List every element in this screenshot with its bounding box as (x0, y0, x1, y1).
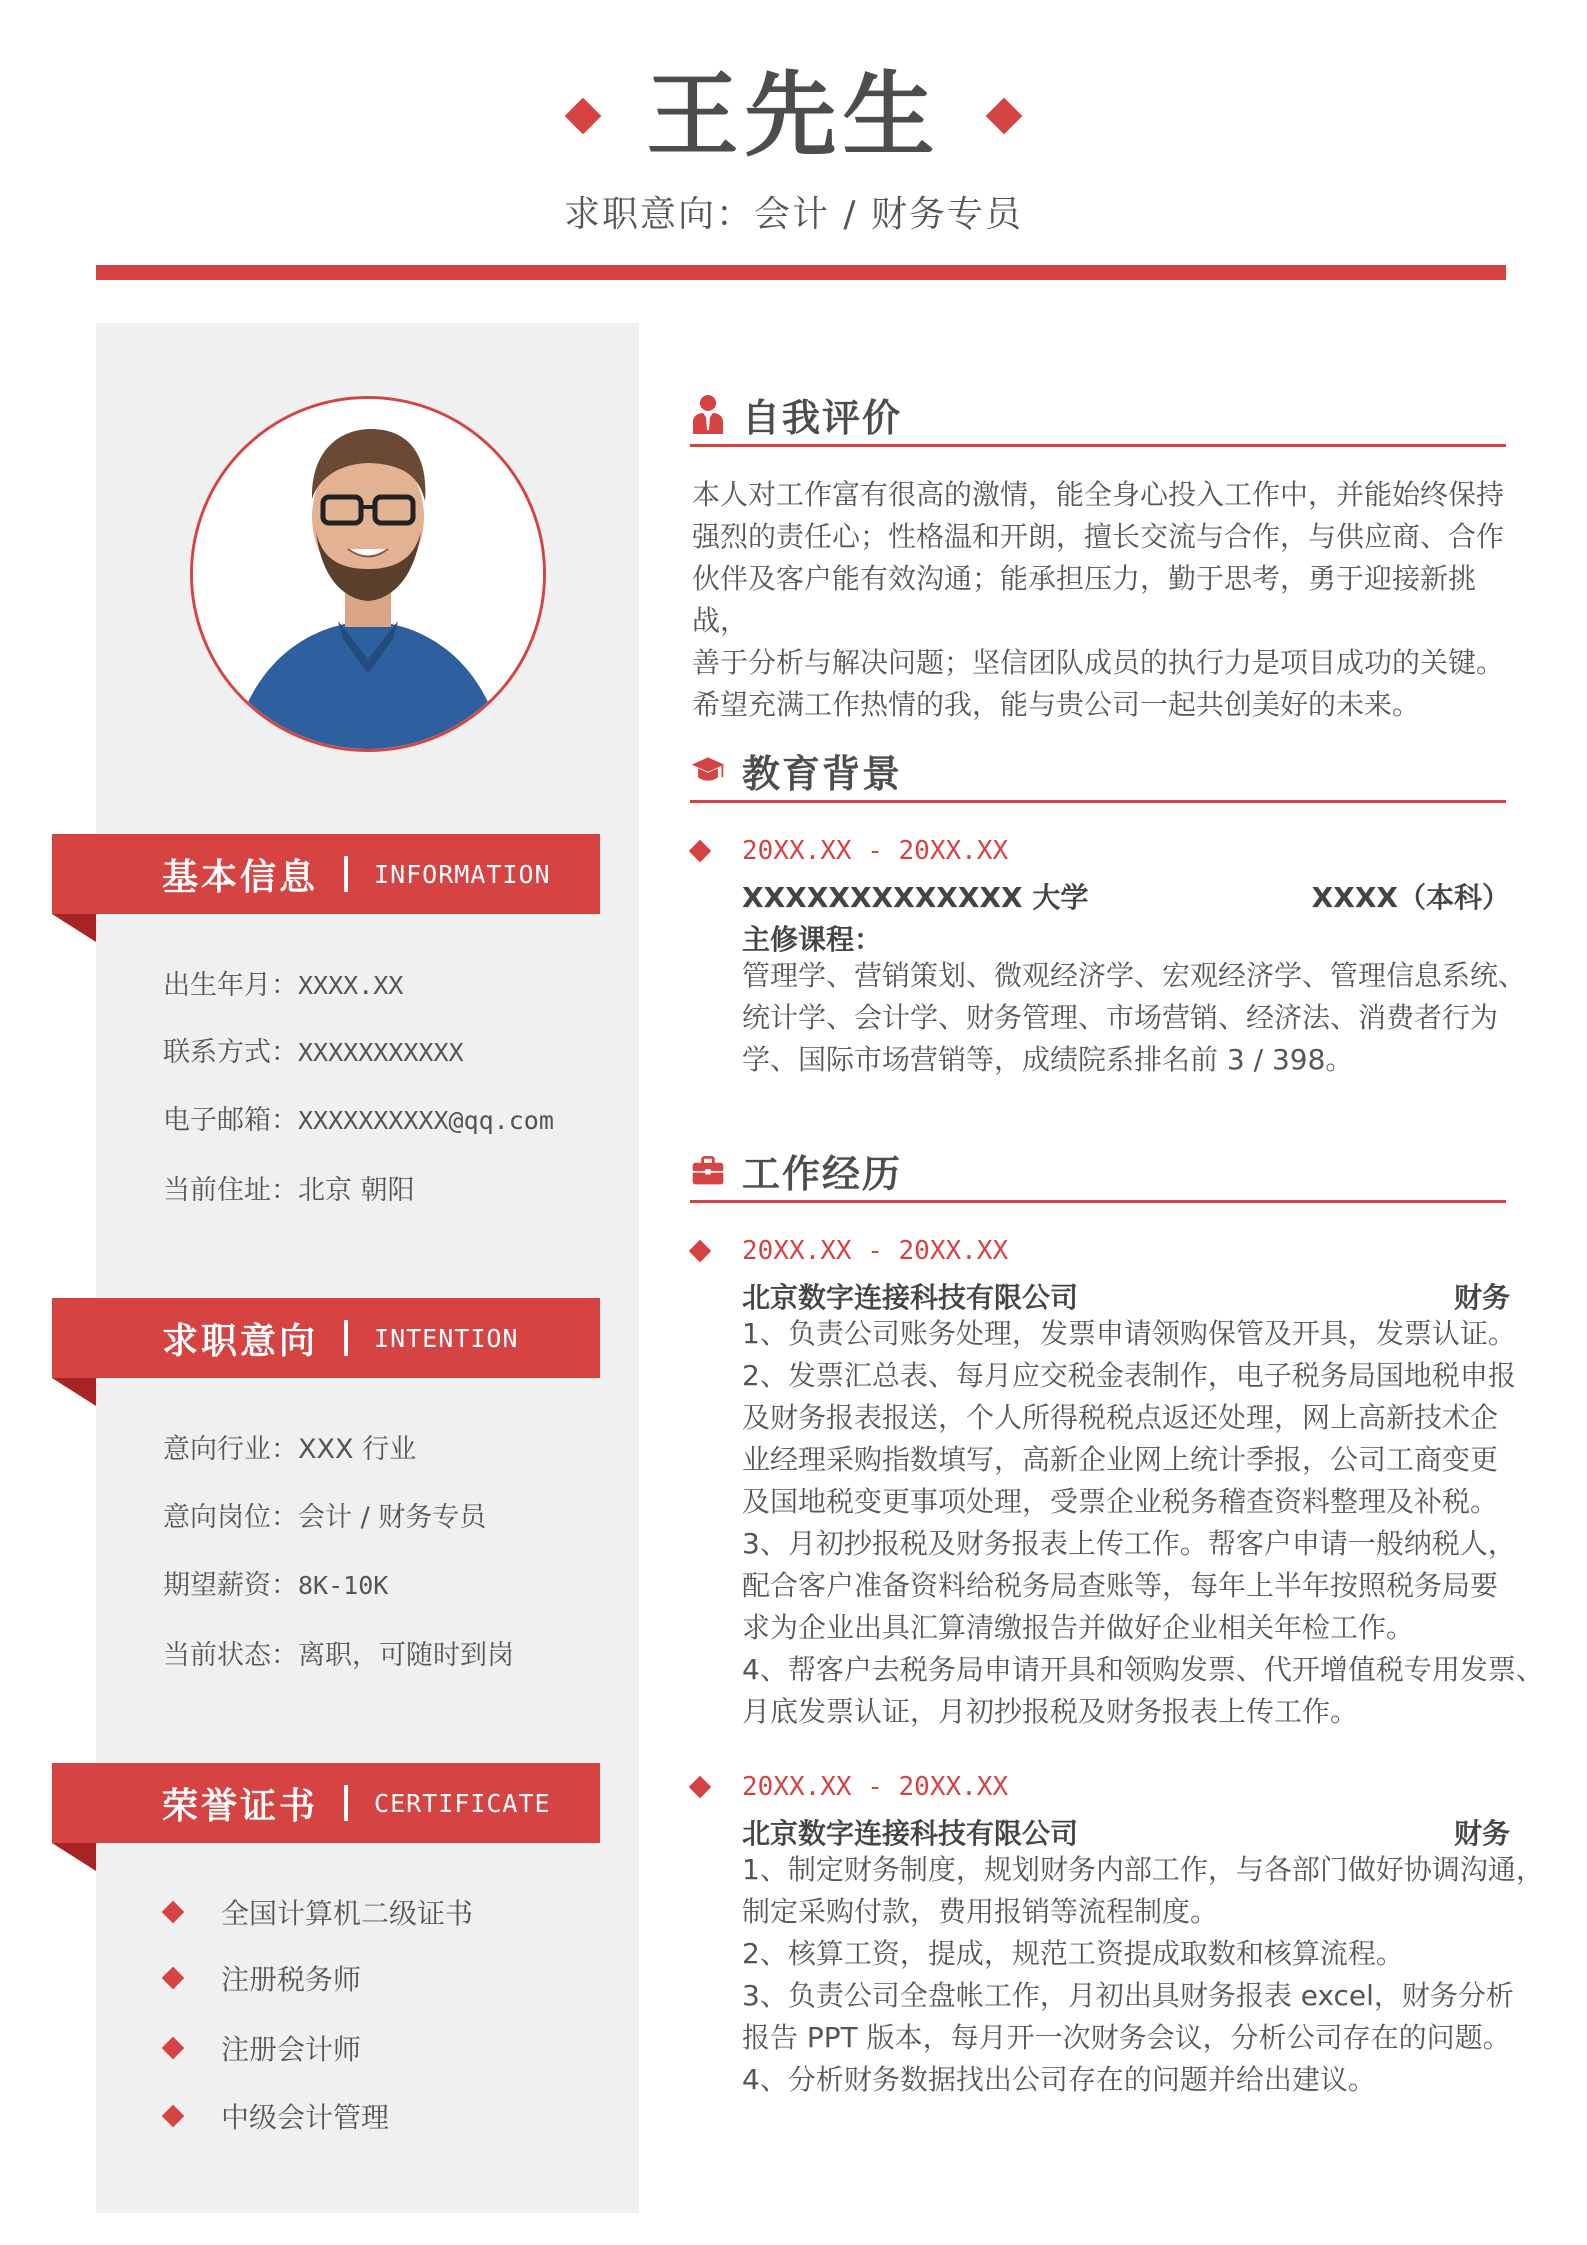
info-value: 8K-10K (298, 1571, 389, 1600)
diamond-icon (162, 1967, 185, 1990)
courses-text (742, 955, 1527, 1081)
section-work-experience (690, 1140, 1506, 1203)
ribbon-fold (52, 914, 96, 942)
job-company-row (742, 1812, 1510, 1852)
job-intention-subtitle: 求职意向：会计 / 财务专员 (563, 194, 1024, 235)
certificate-item (165, 1958, 361, 1998)
info-label: 联系方式： (163, 1037, 298, 1068)
person-icon (690, 394, 726, 434)
info-label: 出生年月： (163, 970, 298, 1001)
certificate-item (165, 2028, 361, 2068)
title-separator (344, 1320, 348, 1356)
section-education (690, 740, 1506, 803)
info-address (163, 1168, 415, 1207)
section-header-certificate (52, 1763, 600, 1843)
job-date (692, 1772, 1008, 1802)
section-title: 教育背景 (742, 751, 903, 796)
info-value: 离职，可随时到岗 (298, 1640, 514, 1671)
graduation-cap-icon (690, 750, 726, 790)
self-evaluation-text (692, 474, 1512, 726)
text-line: 1、负责公司账务处理，发票申请领购保管及开具，发票认证。 (742, 1317, 1516, 1350)
info-birth (163, 963, 403, 1002)
info-status (163, 1633, 514, 1672)
avatar (190, 396, 546, 752)
diamond-icon (162, 2105, 185, 2128)
text-line: 管理学、营销策划、微观经济学、宏观经济学、管理信息系统、 (742, 959, 1527, 992)
certificate-item (165, 2096, 389, 2136)
date-range: 20XX.XX - 20XX.XX (742, 1236, 1009, 1266)
person-photo-icon (193, 399, 543, 749)
text-line: 业经理采购指数填写，高新企业网上统计季报，公司工商变更 (742, 1443, 1499, 1476)
info-label: 当前状态： (163, 1640, 298, 1671)
text-line: 及国地税变更事项处理，受票企业税务稽查资料整理及补税。 (742, 1485, 1499, 1518)
text-line: 希望充满工作热情的我，能与贵公司一起共创美好的未来。 (692, 688, 1421, 721)
section-header-intention (52, 1298, 600, 1378)
text-line: 统计学、会计学、财务管理、市场营销、经济法、消费者行为 (742, 1001, 1499, 1034)
certificate-label: 中级会计管理 (221, 2101, 390, 2134)
text-line: 配合客户准备资料给税务局查账等，每年上半年按照税务局要 (742, 1569, 1499, 1602)
info-label: 电子邮箱： (163, 1105, 298, 1136)
name-row (0, 56, 1587, 176)
text-line: 3、负责公司全盘帐工作，月初出具财务报表 excel，财务分析 (742, 1979, 1514, 2012)
section-title-en: CERTIFICATE (374, 1788, 551, 1818)
diamond-icon (565, 98, 602, 135)
school-name: XXXXXXXXXXXXX 大学 (742, 881, 1089, 914)
diamond-icon (689, 1240, 712, 1263)
job-company-row (742, 1276, 1510, 1316)
certificate-label: 注册会计师 (221, 2033, 362, 2066)
education-date (692, 836, 1008, 866)
info-value: 北京 朝阳 (298, 1175, 415, 1206)
section-title-en: INFORMATION (374, 859, 551, 889)
header-divider (96, 265, 1506, 280)
info-salary (163, 1563, 388, 1602)
text-line: 2、发票汇总表、每月应交税金表制作，电子税务局国地税申报 (742, 1359, 1516, 1392)
courses-label: 主修课程： (742, 923, 883, 956)
certificate-label: 注册税务师 (221, 1963, 362, 1996)
info-contact (163, 1030, 464, 1069)
info-label: 意向岗位： (163, 1502, 298, 1533)
section-title-en: INTENTION (374, 1323, 519, 1353)
text-line: 伙伴及客户能有效沟通；能承担压力，勤于思考，勇于迎接新挑战， (692, 562, 1477, 637)
section-header-basic-info (52, 834, 600, 914)
job-role: 财务 (1453, 1817, 1510, 1850)
text-line: 及财务报表报送，个人所得税税点返还处理，网上高新技术企 (742, 1401, 1499, 1434)
education-school-row (742, 876, 1510, 916)
text-line: 4、分析财务数据找出公司存在的问题并给出建议。 (742, 2063, 1376, 2096)
job-date (692, 1236, 1008, 1266)
title-separator (344, 1785, 348, 1821)
info-value: XXX 行业 (298, 1434, 417, 1465)
info-value: 会计 / 财务专员 (298, 1502, 487, 1533)
candidate-name: 王先生 (646, 62, 941, 169)
text-line: 本人对工作富有很高的激情，能全身心投入工作中，并能始终保持 (692, 478, 1505, 511)
text-line: 强烈的责任心；性格温和开朗，擅长交流与合作，与供应商、合作 (692, 520, 1505, 553)
certificate-item (165, 1892, 473, 1932)
date-range: 20XX.XX - 20XX.XX (742, 1772, 1009, 1802)
ribbon-fold (52, 1843, 96, 1871)
text-line: 3、月初抄报税及财务报表上传工作。帮客户申请一般纳税人， (742, 1527, 1516, 1560)
text-line: 制定采购付款，费用报销等流程制度。 (742, 1895, 1219, 1928)
courses-label-row (742, 918, 1510, 958)
text-line: 4、帮客户去税务局申请开具和领购发票、代开增值税专用发票、 (742, 1653, 1544, 1686)
info-industry (163, 1427, 416, 1466)
certificate-label: 全国计算机二级证书 (221, 1897, 474, 1930)
job-role: 财务 (1453, 1281, 1510, 1314)
job-duties (742, 1313, 1544, 1733)
text-line: 2、核算工资，提成，规范工资提成取数和核算流程。 (742, 1937, 1404, 1970)
briefcase-icon (690, 1150, 726, 1190)
section-title-cn: 求职意向 (162, 1320, 319, 1362)
diamond-icon (162, 1901, 185, 1924)
company-name: 北京数字连接科技有限公司 (742, 1281, 1079, 1314)
info-email (163, 1098, 554, 1137)
text-line: 善于分析与解决问题；坚信团队成员的执行力是项目成功的关键。 (692, 646, 1505, 679)
resume-header (0, 0, 1587, 290)
diamond-icon (689, 1776, 712, 1799)
section-self-evaluation (690, 384, 1506, 447)
text-line: 求为企业出具汇算清缴报告并做好企业相关年检工作。 (742, 1611, 1415, 1644)
title-separator (344, 856, 348, 892)
diamond-icon (162, 2037, 185, 2060)
section-title-cn: 基本信息 (162, 856, 319, 898)
text-line: 1、制定财务制度，规划财务内部工作，与各部门做好协调沟通， (742, 1853, 1544, 1886)
info-value: XXXX.XX (298, 971, 404, 1000)
diamond-icon (985, 98, 1022, 135)
degree: XXXX（本科） (1311, 881, 1510, 914)
section-title-cn: 荣誉证书 (162, 1785, 319, 1827)
job-duties (742, 1849, 1544, 2101)
info-label: 期望薪资： (163, 1570, 298, 1601)
info-value: XXXXXXXXXXX (298, 1038, 464, 1067)
text-line: 月底发票认证，月初抄报税及财务报表上传工作。 (742, 1695, 1359, 1728)
section-title: 工作经历 (742, 1151, 903, 1196)
info-label: 意向行业： (163, 1434, 298, 1465)
info-position (163, 1495, 486, 1534)
text-line: 学、国际市场营销等，成绩院系排名前 3 / 398。 (742, 1043, 1354, 1076)
text-line: 报告 PPT 版本，每月开一次财务会议，分析公司存在的问题。 (742, 2021, 1511, 2054)
info-value: XXXXXXXXXX@qq.com (298, 1106, 554, 1135)
info-label: 当前住址： (163, 1175, 298, 1206)
date-range: 20XX.XX - 20XX.XX (742, 836, 1009, 866)
section-title: 自我评价 (742, 395, 903, 440)
company-name: 北京数字连接科技有限公司 (742, 1817, 1079, 1850)
diamond-icon (689, 840, 712, 863)
ribbon-fold (52, 1378, 96, 1406)
